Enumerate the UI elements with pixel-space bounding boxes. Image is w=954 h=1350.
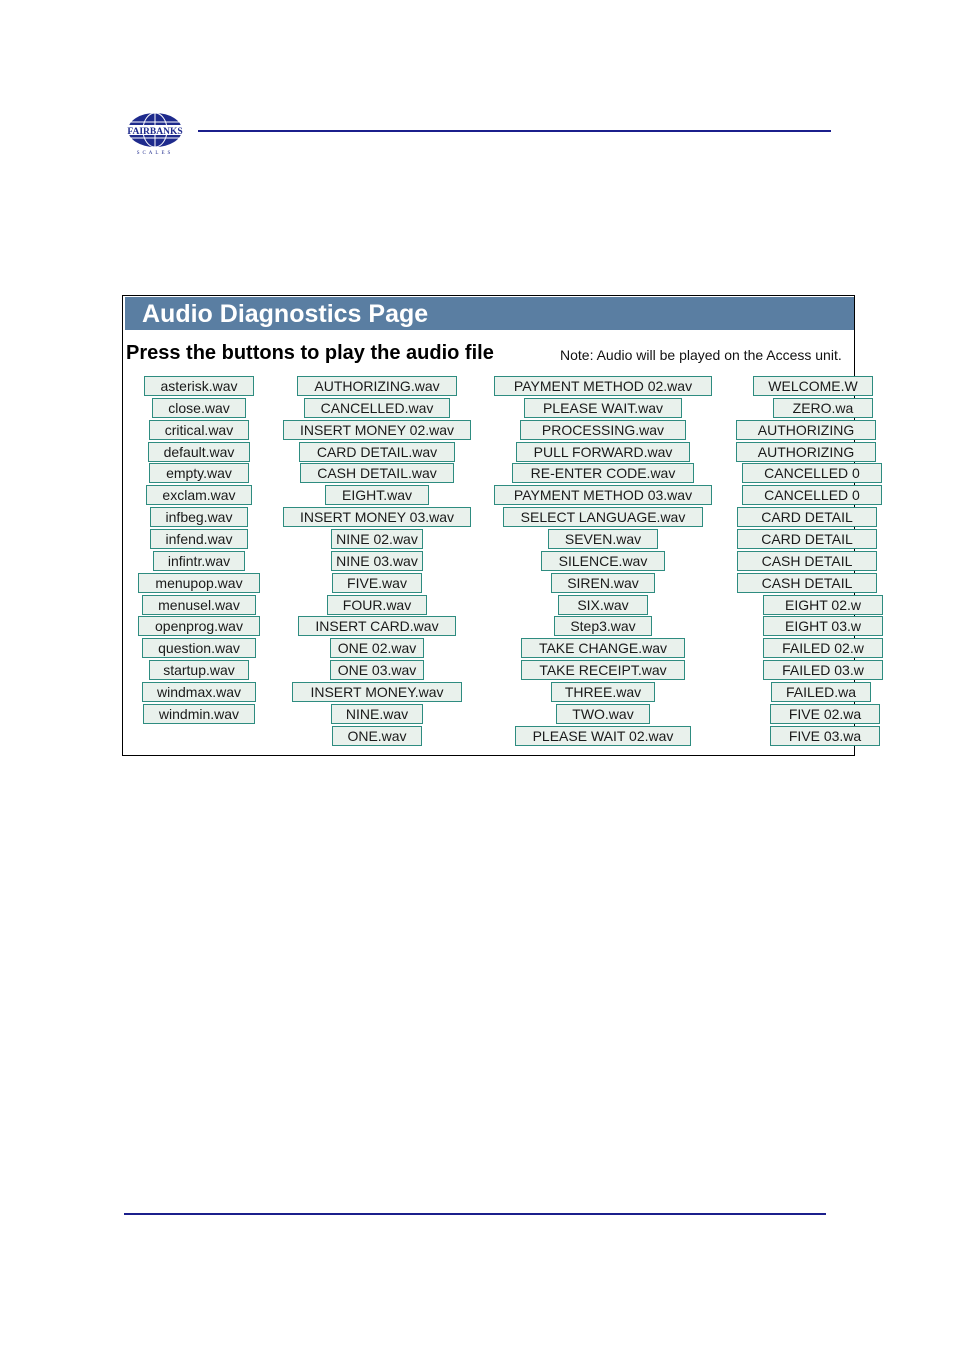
play-audio-button[interactable]: openprog.wav <box>138 616 260 636</box>
play-audio-button[interactable]: AUTHORIZING.wav <box>297 376 457 396</box>
audio-diagnostics-window <box>122 295 864 756</box>
play-audio-button[interactable]: PLEASE WAIT.wav <box>524 398 682 418</box>
play-audio-button[interactable]: THREE.wav <box>551 682 655 702</box>
fairbanks-logo <box>124 110 186 156</box>
play-audio-button[interactable]: PLEASE WAIT 02.wav <box>515 726 691 746</box>
play-audio-button[interactable]: FIVE 03.wa <box>770 726 880 746</box>
play-audio-button[interactable]: infend.wav <box>150 529 248 549</box>
play-audio-button[interactable]: CANCELLED 0 <box>742 485 882 505</box>
play-audio-button[interactable]: FOUR.wav <box>327 595 427 615</box>
play-audio-button[interactable]: CARD DETAIL.wav <box>299 442 455 462</box>
play-audio-button[interactable]: startup.wav <box>149 660 249 680</box>
play-audio-button[interactable]: TAKE CHANGE.wav <box>521 638 685 658</box>
play-audio-button[interactable]: SILENCE.wav <box>541 551 665 571</box>
play-audio-button[interactable]: RE-ENTER CODE.wav <box>512 463 694 483</box>
play-audio-button[interactable]: SIX.wav <box>558 595 648 615</box>
play-audio-button[interactable]: PAYMENT METHOD 02.wav <box>494 376 712 396</box>
footer-rule <box>124 1213 826 1215</box>
play-audio-button[interactable]: NINE 03.wav <box>331 551 423 571</box>
play-audio-button[interactable]: FAILED 03.w <box>763 660 883 680</box>
play-audio-button[interactable]: EIGHT 03.w <box>763 616 883 636</box>
play-audio-button[interactable]: windmax.wav <box>142 682 256 702</box>
play-audio-button[interactable]: EIGHT 02.w <box>763 595 883 615</box>
play-audio-button[interactable]: infbeg.wav <box>150 507 248 527</box>
play-audio-button[interactable]: FIVE 02.wa <box>770 704 880 724</box>
play-audio-button[interactable]: SEVEN.wav <box>548 529 658 549</box>
play-audio-button[interactable]: SELECT LANGUAGE.wav <box>503 507 703 527</box>
play-audio-button[interactable]: infintr.wav <box>153 551 245 571</box>
play-audio-button[interactable]: NINE.wav <box>331 704 423 724</box>
play-audio-button[interactable]: FAILED.wa <box>771 682 871 702</box>
page-title: Audio Diagnostics Page <box>142 300 429 328</box>
play-audio-button[interactable]: INSERT MONEY 03.wav <box>283 507 471 527</box>
logo-subtext: SCALES <box>136 151 174 156</box>
play-audio-button[interactable]: FIVE.wav <box>332 573 422 593</box>
play-audio-button[interactable]: NINE 02.wav <box>331 529 423 549</box>
play-audio-button[interactable]: close.wav <box>152 398 246 418</box>
play-audio-button[interactable]: PULL FORWARD.wav <box>516 442 690 462</box>
play-audio-button[interactable]: menusel.wav <box>142 595 256 615</box>
play-audio-button[interactable]: FAILED 02.w <box>763 638 883 658</box>
play-audio-button[interactable]: AUTHORIZING <box>736 442 876 462</box>
play-audio-button[interactable]: CANCELLED 0 <box>742 463 882 483</box>
play-audio-button[interactable]: empty.wav <box>149 463 249 483</box>
title-bar <box>125 297 854 330</box>
play-audio-button[interactable]: windmin.wav <box>143 704 255 724</box>
play-audio-button[interactable]: INSERT MONEY 02.wav <box>283 420 471 440</box>
play-audio-button[interactable]: CASH DETAIL <box>737 551 877 571</box>
play-audio-button[interactable]: SIREN.wav <box>551 573 655 593</box>
play-audio-button[interactable]: exclam.wav <box>146 485 252 505</box>
play-audio-button[interactable]: default.wav <box>148 442 250 462</box>
play-audio-button[interactable]: PROCESSING.wav <box>520 420 686 440</box>
play-audio-button[interactable]: question.wav <box>142 638 256 658</box>
play-audio-button[interactable]: ONE.wav <box>332 726 422 746</box>
play-audio-button[interactable]: EIGHT.wav <box>325 485 429 505</box>
play-audio-button[interactable]: CASH DETAIL <box>737 573 877 593</box>
note-text: Note: Audio will be played on the Access unit. <box>560 347 842 363</box>
play-audio-button[interactable]: INSERT CARD.wav <box>298 616 456 636</box>
play-audio-button[interactable]: ONE 03.wav <box>330 660 424 680</box>
play-audio-button[interactable]: ZERO.wa <box>773 398 873 418</box>
header-rule <box>198 130 831 132</box>
play-audio-button[interactable]: CARD DETAIL <box>737 507 877 527</box>
play-audio-button[interactable]: TWO.wav <box>556 704 650 724</box>
play-audio-button[interactable]: TAKE RECEIPT.wav <box>521 660 685 680</box>
play-audio-button[interactable]: AUTHORIZING <box>736 420 876 440</box>
play-audio-button[interactable]: CASH DETAIL.wav <box>300 463 454 483</box>
play-audio-button[interactable]: CANCELLED.wav <box>304 398 450 418</box>
play-audio-button[interactable]: ONE 02.wav <box>330 638 424 658</box>
play-audio-button[interactable]: menupop.wav <box>138 573 260 593</box>
play-audio-button[interactable]: Step3.wav <box>554 616 652 636</box>
play-audio-button[interactable]: critical.wav <box>149 420 249 440</box>
play-audio-button[interactable]: CARD DETAIL <box>737 529 877 549</box>
play-audio-button[interactable]: PAYMENT METHOD 03.wav <box>494 485 712 505</box>
play-audio-button[interactable]: WELCOME.W <box>753 376 873 396</box>
play-audio-button[interactable]: asterisk.wav <box>144 376 254 396</box>
instructions-heading: Press the buttons to play the audio file <box>126 342 494 364</box>
logo-text: FAIRBANKS <box>127 127 183 137</box>
play-audio-button[interactable]: INSERT MONEY.wav <box>292 682 462 702</box>
